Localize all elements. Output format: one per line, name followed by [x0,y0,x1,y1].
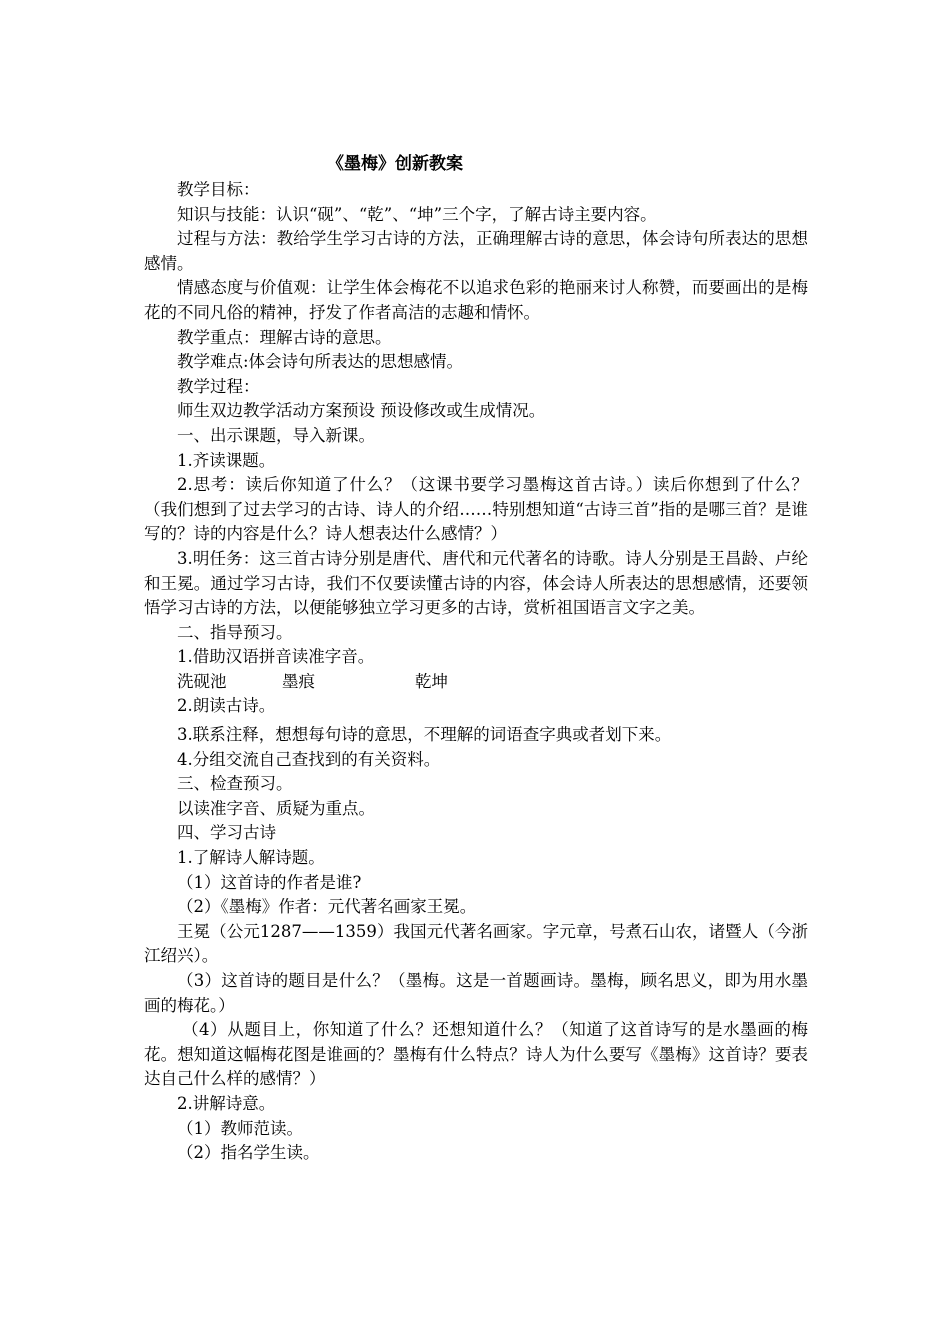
paragraph: 3.明任务：这三首古诗分别是唐代、唐代和元代著名的诗歌。诗人分别是王昌龄、卢纶和王冕。通过学习古诗，我们不仅要读懂古诗的内容，体会诗人所表达的思想感情，还要领悟学习古诗的方法，以便能够独立学习更多的古诗，赏析祖国语言文字之美。 [144,548,808,618]
paragraph: （2）指名学生读。 [177,1143,320,1163]
document-body [144,178,808,1166]
paragraph: 2.思考：读后你知道了什么？（这课书要学习墨梅这首古诗。）读后你想到了什么？（我们想到了过去学习的古诗、诗人的介绍……特别想知道“古诗三首”指的是哪三首？是谁写的？诗的内容是什么？诗人想表达什么感情？） [144,475,808,544]
paragraph: 教学重点：理解古诗的意思。 [177,327,392,347]
paragraph: 一、出示课题，导入新课。 [177,425,375,445]
paragraph: 教学过程： [177,376,260,396]
vocab-word: 洗砚池 [177,671,227,691]
vocab-row [144,670,808,695]
paragraph: 1.齐读课题。 [177,450,276,470]
paragraph: 2.朗读古诗。 [177,696,276,716]
paragraph: 2.讲解诗意。 [177,1093,276,1113]
paragraph: 4.分组交流自己查找到的有关资料。 [177,749,441,769]
paragraph: （1）这首诗的作者是谁? [177,872,362,892]
paragraph: 四、学习古诗 [177,823,276,843]
paragraph: （2）《墨梅》作者：元代著名画家王冕。 [177,897,477,917]
vocab-word: 乾坤 [415,671,448,691]
paragraph: 过程与方法：教给学生学习古诗的方法，正确理解古诗的意思，体会诗句所表达的思想感情。 [144,229,808,273]
vocab-word: 墨痕 [282,671,315,691]
paragraph: 1.借助汉语拼音读准字音。 [177,647,375,667]
paragraph: 3.联系注释，想想每句诗的意思，不理解的词语查字典或者划下来。 [177,725,672,745]
paragraph: 三、检查预习。 [177,774,293,794]
paragraph: （3）这首诗的题目是什么？（墨梅。这是一首题画诗。墨梅，顾名思义，即为用水墨画的梅花。） [144,971,808,1015]
paragraph: 1.了解诗人解诗题。 [177,848,325,868]
paragraph: 教学目标： [177,180,260,199]
paragraph: 以读准字音、质疑为重点。 [177,798,375,818]
paragraph: 教学难点:体会诗句所表达的思想感情。 [177,352,464,372]
paragraph: 知识与技能：认识“砚”、“乾”、“坤”三个字，了解古诗主要内容。 [177,204,657,224]
paragraph: 二、指导预习。 [177,622,293,642]
document-title: 《墨梅》创新教案 [327,154,463,174]
paragraph: （1）教师范读。 [177,1118,303,1138]
paragraph: 王冕（公元1287——1359）我国元代著名画家。字元章，号煮石山农，诸暨人（今浙江绍兴）。 [144,921,808,966]
paragraph: （4）从题目上，你知道了什么？还想知道什么？（知道了这首诗写的是水墨画的梅花。想知道这幅梅花图是谁画的？墨梅有什么特点？诗人为什么要写《墨梅》这首诗？要表达自己什么样的感情？） [144,1020,808,1089]
paragraph: 情感态度与价值观：让学生体会梅花不以追求色彩的艳丽来讨人称赞，而要画出的是梅花的不同凡俗的精神，抒发了作者高洁的志趣和情怀。 [144,278,808,322]
paragraph: 师生双边教学活动方案预设 预设修改或生成情况。 [177,401,546,421]
